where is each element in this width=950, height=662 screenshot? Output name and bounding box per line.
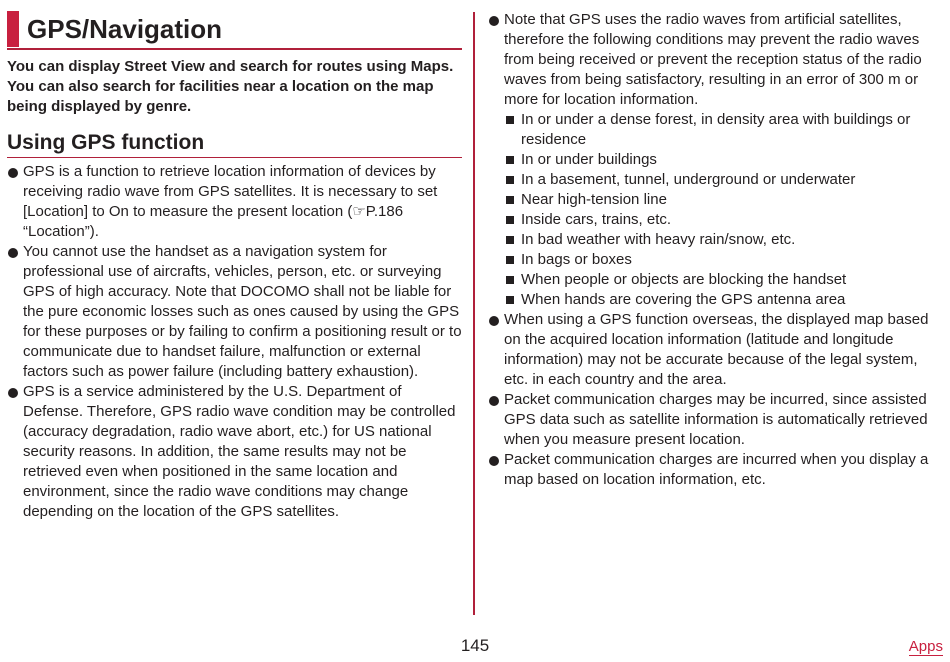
bullet-text: GPS is a function to retrieve location information of devices by receiving radio wave from GPS satellites. It is necessary to set [Location] to On to measure the present location (☞P.186 “Location”). — [23, 163, 438, 240]
bullet-text: Note that GPS uses the radio waves from artificial satellites, therefore the following conditions may prevent the radio waves from being received or prevent the reception status of the radio waves from being satisfactory, resulting in an error of 300 m or more for location information. — [504, 11, 922, 108]
bullet-item — [7, 382, 462, 522]
bullet-dot-icon — [489, 316, 499, 326]
condition-item: In bags or boxes — [504, 250, 940, 270]
bullet-dot-icon — [8, 168, 18, 178]
condition-item: In or under a dense forest, in density area with buildings or residence — [504, 110, 940, 150]
square-bullet-icon — [506, 216, 514, 224]
bullet-item-note — [488, 10, 940, 310]
column-divider — [473, 12, 475, 615]
bullet-item — [488, 390, 940, 450]
square-bullet-icon — [506, 176, 514, 184]
conditions-list — [504, 110, 940, 310]
right-bullet-list — [488, 10, 940, 490]
square-bullet-icon — [506, 156, 514, 164]
intro-text: You can display Street View and search for routes using Maps. You can also search for facilities near a location on the map being displayed by genre. — [7, 58, 454, 115]
left-column — [7, 10, 462, 522]
bullet-dot-icon — [489, 456, 499, 466]
apps-section-link[interactable]: Apps — [908, 638, 943, 655]
square-bullet-icon — [506, 276, 514, 284]
bullet-text: Packet communication charges are incurred when you display a map based on location information, etc. — [504, 451, 929, 488]
bullet-item — [488, 310, 940, 390]
chapter-title-bar — [7, 11, 19, 47]
condition-item: When people or objects are blocking the handset — [504, 270, 940, 290]
condition-item: When hands are covering the GPS antenna area — [504, 290, 940, 310]
square-bullet-icon — [506, 196, 514, 204]
bullet-item — [7, 162, 462, 242]
bullet-dot-icon — [8, 388, 18, 398]
bullet-text: You cannot use the handset as a navigation system for professional use of aircrafts, vehicles, person, etc. or surveying GPS of high accuracy. Note that DOCOMO shall not be liable for the pure economic losses such as ones caused by using the GPS for these purposes or by failing to confirm a positioning result or to communicate due to handset failure, malfunction or external factors such as power failure (including battery exhaustion). — [23, 243, 462, 380]
square-bullet-icon — [506, 116, 514, 124]
chapter-title-text: GPS/Navigation — [27, 13, 223, 44]
condition-item: In a basement, tunnel, underground or underwater — [504, 170, 940, 190]
bullet-dot-icon — [8, 248, 18, 258]
square-bullet-icon — [506, 296, 514, 304]
condition-item: Near high-tension line — [504, 190, 940, 210]
condition-item: Inside cars, trains, etc. — [504, 210, 940, 230]
condition-item: In bad weather with heavy rain/snow, etc. — [504, 230, 940, 250]
left-bullet-list — [7, 162, 462, 522]
section-title: Using GPS function — [7, 131, 462, 158]
page-number: 145 — [460, 636, 490, 655]
bullet-text: Packet communication charges may be incurred, since assisted GPS data such as satellite information is automatically retrieved when you measure present location. — [504, 391, 928, 448]
square-bullet-icon — [506, 236, 514, 244]
square-bullet-icon — [506, 256, 514, 264]
bullet-item — [488, 450, 940, 490]
bullet-dot-icon — [489, 16, 499, 26]
bullet-text: GPS is a service administered by the U.S. Department of Defense. Therefore, GPS radio wave condition may be controlled (accuracy degradation, radio wave abort, etc.) for US national security reasons. In addition, the same results may not be retrieved even when positioned in the same location and environment, since the radio wave conditions may change depending on the location of the GPS satellites. — [23, 383, 456, 520]
chapter-title — [7, 10, 462, 50]
bullet-text: When using a GPS function overseas, the displayed map based on the acquired location information (latitude and longitude information) may not be accurate because of the legal system, etc. in each country and the area. — [504, 311, 929, 388]
right-column — [488, 10, 940, 490]
bullet-dot-icon — [489, 396, 499, 406]
condition-item: In or under buildings — [504, 150, 940, 170]
bullet-item — [7, 242, 462, 382]
